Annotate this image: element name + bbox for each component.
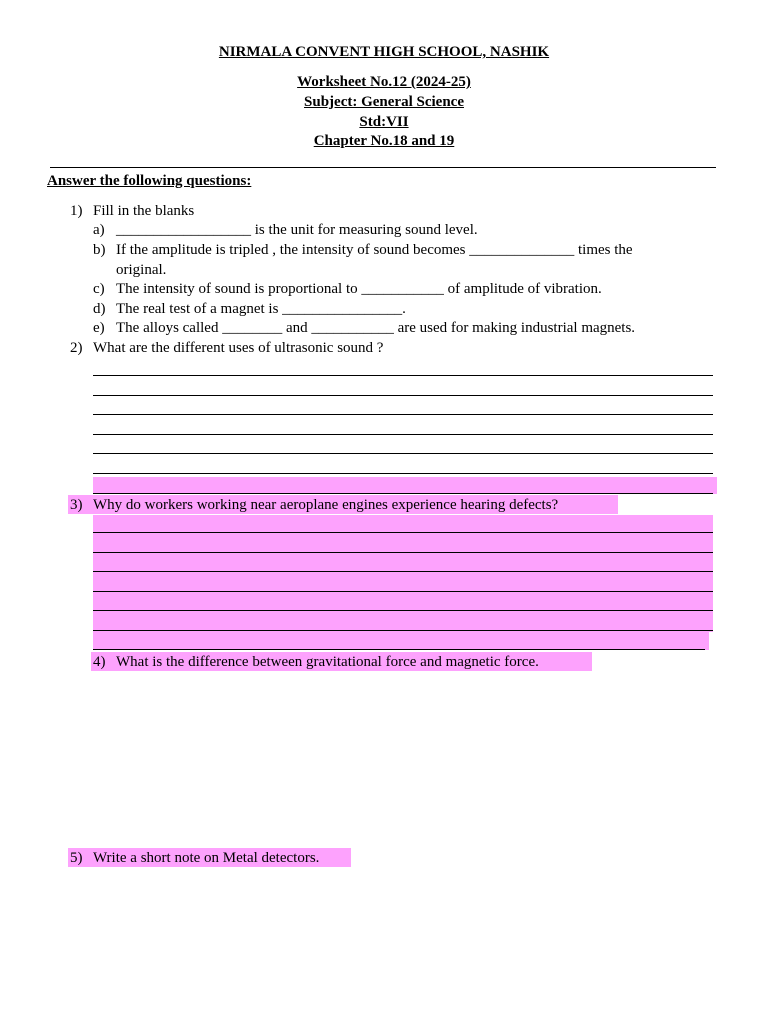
q1-item-text: The intensity of sound is proportional to ___________ of amplitude of vibration. (116, 281, 602, 297)
q1-item-label: b) (93, 242, 106, 258)
q4-text: What is the difference between gravitational force and magnetic force. (116, 654, 539, 670)
answer-line (93, 610, 713, 611)
chapter: Chapter No.18 and 19 (313, 133, 455, 149)
answer-line (93, 630, 713, 631)
q1-item-label: a) (93, 222, 105, 238)
answer-line (93, 414, 713, 415)
answer-line (93, 552, 713, 553)
answer-line (93, 473, 713, 474)
q1-item-text: The real test of a magnet is ________________. (116, 301, 406, 317)
q3-number: 3) (70, 497, 83, 513)
answer-line (93, 532, 713, 533)
instruction: Answer the following questions: (47, 173, 252, 189)
answer-line (93, 571, 713, 572)
q1-item-text: The alloys called ________ and ___________ are used for making industrial magnets. (116, 320, 636, 336)
answer-line (93, 649, 705, 650)
q4-number: 4) (93, 654, 106, 670)
highlight-band (93, 632, 709, 650)
answer-line (93, 395, 713, 396)
answer-line (93, 434, 713, 435)
q1-item-label: c) (93, 281, 105, 297)
answer-line (93, 493, 713, 494)
q1-item-label: d) (93, 301, 106, 317)
worksheet-number: Worksheet No.12 (2024-25) (297, 74, 471, 90)
q2-text: What are the different uses of ultrasonic sound ? (93, 340, 384, 356)
answer-line (93, 375, 713, 376)
q1-item-continuation: original. (116, 262, 167, 278)
q1-number: 1) (70, 203, 83, 219)
q1-item-label: e) (93, 320, 105, 336)
answer-line (93, 591, 713, 592)
q5-number: 5) (70, 850, 83, 866)
highlight-band (93, 477, 717, 494)
header-divider (50, 167, 716, 168)
q3-text: Why do workers working near aeroplane engines experience hearing defects? (93, 497, 559, 513)
answer-line (93, 453, 713, 454)
school-name: NIRMALA CONVENT HIGH SCHOOL, NASHIK (218, 44, 550, 60)
q1-item-text: __________________ is the unit for measuring sound level. (116, 222, 478, 238)
q2-number: 2) (70, 340, 83, 356)
q1-item-text: If the amplitude is tripled , the intensity of sound becomes ______________ times the (116, 242, 633, 258)
q1-text: Fill in the blanks (93, 203, 195, 219)
subject: Subject: General Science (304, 94, 464, 110)
standard: Std:VII (359, 114, 409, 130)
q5-text: Write a short note on Metal detectors. (93, 850, 320, 866)
